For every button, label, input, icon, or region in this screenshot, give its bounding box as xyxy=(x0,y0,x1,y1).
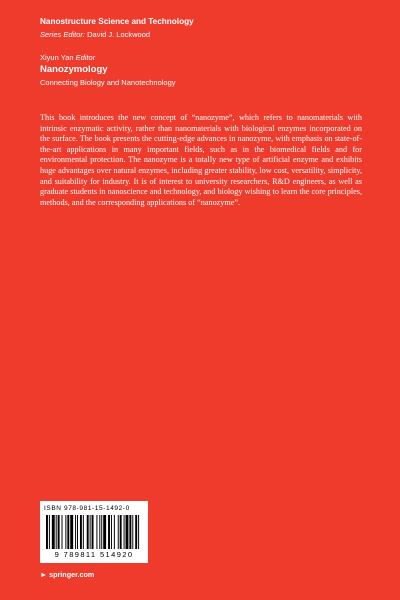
barcode-bar xyxy=(99,515,100,549)
barcode-bar xyxy=(138,515,139,549)
barcode-bar xyxy=(114,515,115,549)
isbn-text: ISBN 978-981-15-1492-0 xyxy=(44,505,130,512)
isbn-barcode-box xyxy=(40,501,148,563)
barcode-bar xyxy=(58,515,60,549)
barcode-bar xyxy=(56,515,57,549)
barcode-bar xyxy=(70,515,73,549)
barcode-bar xyxy=(129,515,131,549)
barcode-digits: 9 789811 514920 xyxy=(54,550,134,559)
barcode-bar xyxy=(96,515,97,549)
barcode-bar xyxy=(103,515,106,549)
barcode-bar xyxy=(62,515,63,549)
barcode-bar xyxy=(132,515,133,549)
series-title: Nanostructure Science and Technology xyxy=(40,17,194,26)
series-editor-name: David J. Lockwood xyxy=(87,30,151,39)
barcode-bar xyxy=(101,515,102,549)
publisher-url-text: springer.com xyxy=(49,570,95,579)
barcode-bar xyxy=(75,515,76,549)
book-editor-line xyxy=(40,53,95,63)
book-editor-label: Editor xyxy=(75,53,96,62)
barcode-bar xyxy=(126,515,129,549)
book-description: This book introduces the new concept of “nanozyme”, which refers to nanomaterials with intrinsic enzymatic activity, rather than nanomaterials with biological enzymes incorporated on the surface. The book presents the cutting-edge advances in nanozyme, with emphasis on state-of-the-art applications in many important fields, such as in the biomedical fields and for environmental protection. The nanozyme is a totally new type of artificial enzyme and exhibits huge advantages over natural enzymes, including greater stability, low cost, versatility, simplicity, and suitability for industry. It is of interest to university researchers, R&D engineers, as well as graduate students in nanoscience and technology, and biology wishing to learn the core principles, methods, and the corresponding applications of “nanozyme”. xyxy=(40,113,362,207)
barcode-bar xyxy=(65,515,66,549)
barcode-bar xyxy=(118,515,119,549)
barcode-bar xyxy=(90,515,91,549)
barcode-graphic xyxy=(46,515,142,549)
barcode-bar xyxy=(80,515,82,549)
barcode-bar xyxy=(87,515,89,549)
barcode-bar xyxy=(111,515,112,549)
arrow-right-icon: ► xyxy=(40,570,48,579)
barcode-bar xyxy=(46,515,48,549)
barcode-bar xyxy=(52,515,55,549)
book-title: Nanozymology xyxy=(40,64,108,75)
barcode-bar xyxy=(83,515,84,549)
barcode-bar xyxy=(120,515,122,549)
barcode-bar xyxy=(124,515,125,549)
barcode-bar xyxy=(67,515,69,549)
publisher-link[interactable] xyxy=(40,570,94,579)
barcode-bar xyxy=(49,515,50,549)
book-editor-name: Xiyun Yan xyxy=(40,53,74,62)
series-editor-line xyxy=(40,30,150,40)
barcode-bar xyxy=(92,515,94,549)
barcode-bar xyxy=(135,515,137,549)
book-subtitle: Connecting Biology and Nanotechnology xyxy=(40,78,176,87)
series-editor-label: Series Editor: xyxy=(40,30,86,39)
barcode-bar xyxy=(108,515,110,549)
barcode-bar xyxy=(77,515,78,549)
